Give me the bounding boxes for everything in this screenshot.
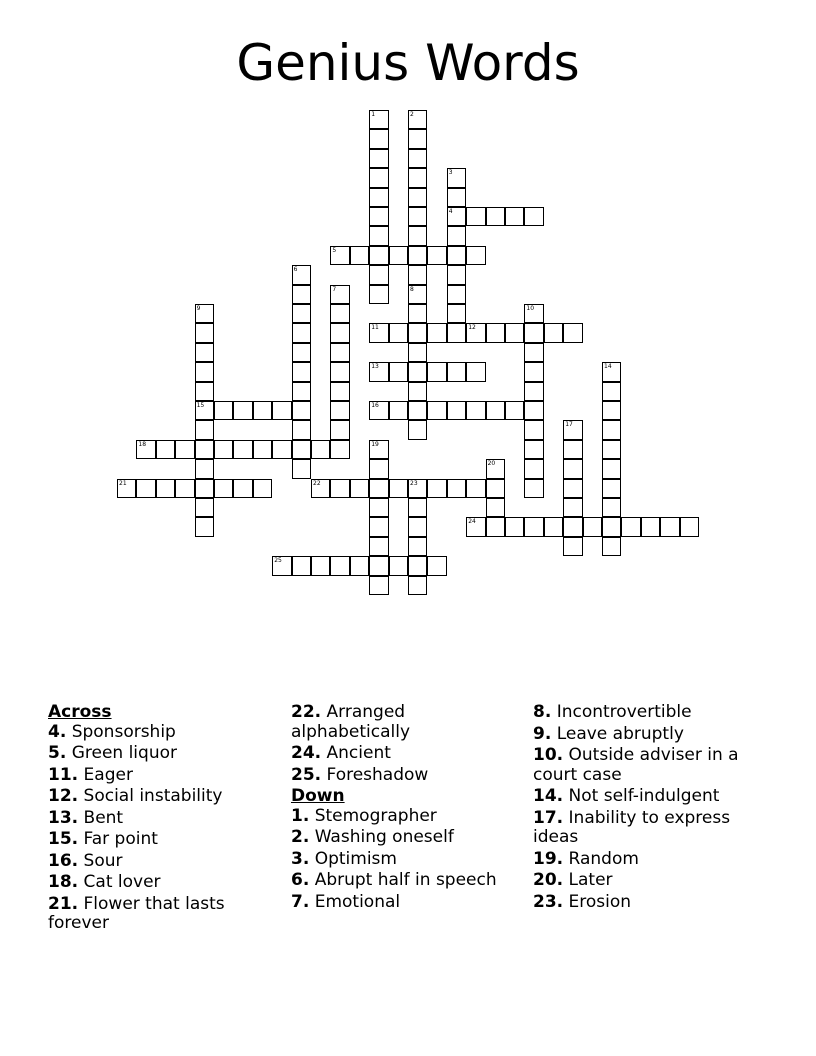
grid-cell[interactable] bbox=[330, 440, 349, 459]
clue-number: 8. bbox=[533, 702, 552, 722]
grid-cell[interactable] bbox=[369, 401, 388, 420]
clue-number: 22. bbox=[291, 702, 322, 722]
grid-cell[interactable] bbox=[350, 246, 369, 265]
clue-text: Random bbox=[563, 848, 639, 869]
grid-cell[interactable] bbox=[311, 556, 330, 575]
clue-text: Ancient bbox=[321, 743, 391, 763]
clue-number: 21. bbox=[48, 893, 79, 914]
clue-number: 12. bbox=[48, 786, 79, 806]
clue-text: Not self-indulgent bbox=[563, 786, 720, 806]
grid-cell[interactable] bbox=[292, 401, 311, 420]
grid-cell[interactable] bbox=[466, 246, 485, 265]
grid-cell[interactable] bbox=[136, 440, 155, 459]
grid-cell[interactable] bbox=[369, 576, 388, 595]
grid-cell[interactable] bbox=[524, 304, 543, 323]
grid-cell[interactable] bbox=[447, 304, 466, 323]
grid-cell[interactable] bbox=[641, 517, 660, 536]
clue-text: Social instability bbox=[78, 786, 223, 806]
grid-cell[interactable] bbox=[350, 556, 369, 575]
grid-cell[interactable] bbox=[369, 149, 388, 168]
clue-text: Cat lover bbox=[78, 872, 161, 892]
clue-item bbox=[533, 787, 768, 807]
grid-cell[interactable] bbox=[602, 382, 621, 401]
grid-cell[interactable] bbox=[156, 479, 175, 498]
clue-number: 3 bbox=[448, 169, 453, 177]
grid-cell[interactable] bbox=[195, 440, 214, 459]
clue-number: 4 bbox=[448, 208, 453, 215]
grid-cell[interactable] bbox=[427, 401, 446, 420]
clue-item bbox=[291, 828, 526, 848]
grid-cell[interactable] bbox=[408, 537, 427, 556]
grid-cell[interactable] bbox=[602, 537, 621, 556]
grid-cell[interactable] bbox=[292, 440, 311, 459]
clue-number: 2. bbox=[291, 827, 310, 847]
grid-cell[interactable] bbox=[408, 149, 427, 168]
clues-column-1 bbox=[48, 703, 283, 936]
grid-cell[interactable] bbox=[524, 517, 543, 536]
grid-cell[interactable] bbox=[602, 517, 621, 536]
grid-cell[interactable] bbox=[524, 323, 543, 342]
grid-cell[interactable] bbox=[563, 440, 582, 459]
clue-item bbox=[533, 725, 768, 745]
clue-number: 4. bbox=[48, 721, 67, 742]
grid-cell[interactable] bbox=[136, 479, 155, 498]
grid-cell[interactable] bbox=[369, 479, 388, 498]
clue-text: Erosion bbox=[563, 891, 632, 912]
grid-cell[interactable] bbox=[486, 323, 505, 342]
clue-number: 13 bbox=[371, 363, 379, 371]
clue-number: 25 bbox=[274, 557, 282, 565]
grid-cell[interactable] bbox=[369, 246, 388, 265]
grid-cell[interactable] bbox=[369, 459, 388, 478]
clue-number: 24 bbox=[468, 518, 476, 526]
grid-cell[interactable] bbox=[214, 479, 233, 498]
grid-cell[interactable] bbox=[447, 265, 466, 284]
grid-cell[interactable] bbox=[389, 323, 408, 342]
clue-list bbox=[533, 703, 768, 912]
grid-cell[interactable] bbox=[253, 440, 272, 459]
clue-number: 8 bbox=[410, 285, 414, 293]
grid-cell[interactable] bbox=[602, 362, 621, 381]
grid-cell[interactable] bbox=[233, 401, 252, 420]
clue-text: Sponsorship bbox=[66, 721, 176, 742]
grid-cell[interactable] bbox=[447, 226, 466, 245]
grid-cell[interactable] bbox=[660, 517, 679, 536]
grid-cell[interactable] bbox=[466, 479, 485, 498]
clue-number: 25. bbox=[291, 764, 322, 785]
grid-cell[interactable] bbox=[447, 323, 466, 342]
clue-item bbox=[48, 787, 283, 807]
clue-number: 22 bbox=[313, 479, 321, 487]
grid-cell[interactable] bbox=[292, 304, 311, 323]
clue-text: Sour bbox=[78, 850, 123, 871]
grid-cell[interactable] bbox=[195, 498, 214, 517]
clue-number: 18 bbox=[138, 440, 147, 448]
clue-item bbox=[291, 766, 526, 786]
clue-number: 20 bbox=[487, 460, 496, 468]
grid-cell[interactable] bbox=[524, 479, 543, 498]
grid-cell[interactable] bbox=[524, 420, 543, 439]
grid-cell[interactable] bbox=[330, 304, 349, 323]
grid-cell[interactable] bbox=[408, 188, 427, 207]
clue-item bbox=[533, 850, 768, 870]
clue-number: 16. bbox=[48, 850, 79, 871]
grid-cell[interactable] bbox=[195, 382, 214, 401]
grid-cell[interactable] bbox=[447, 207, 466, 226]
grid-cell[interactable] bbox=[350, 479, 369, 498]
grid-cell[interactable] bbox=[524, 401, 543, 420]
grid-cell[interactable] bbox=[233, 440, 252, 459]
grid-cell[interactable] bbox=[486, 401, 505, 420]
grid-cell[interactable] bbox=[408, 556, 427, 575]
grid-cell[interactable] bbox=[195, 479, 214, 498]
clue-text: Washing oneself bbox=[309, 827, 454, 847]
clue-item bbox=[48, 895, 283, 934]
grid-cell[interactable] bbox=[427, 246, 446, 265]
grid-cell[interactable] bbox=[466, 401, 485, 420]
grid-cell[interactable] bbox=[292, 362, 311, 381]
grid-cell[interactable] bbox=[408, 129, 427, 148]
grid-cell[interactable] bbox=[563, 459, 582, 478]
grid-cell[interactable] bbox=[389, 479, 408, 498]
grid-cell[interactable] bbox=[524, 207, 543, 226]
grid-cell[interactable] bbox=[389, 246, 408, 265]
clues-column-2 bbox=[291, 703, 526, 914]
page-title: Genius Words bbox=[236, 34, 580, 92]
clue-number: 5 bbox=[332, 246, 337, 254]
grid-cell[interactable] bbox=[292, 556, 311, 575]
clue-item bbox=[48, 830, 283, 850]
clue-number: 6. bbox=[291, 870, 310, 890]
grid-cell[interactable] bbox=[408, 362, 427, 381]
grid-cell[interactable] bbox=[369, 168, 388, 187]
clue-item bbox=[48, 852, 283, 872]
grid-cell[interactable] bbox=[505, 323, 524, 342]
clue-number: 12 bbox=[468, 324, 476, 332]
clue-item bbox=[291, 703, 526, 742]
grid-cell[interactable] bbox=[195, 420, 214, 439]
grid-cell[interactable] bbox=[389, 401, 408, 420]
grid-cell[interactable] bbox=[369, 188, 388, 207]
clue-number: 20. bbox=[533, 870, 564, 890]
grid-cell[interactable] bbox=[369, 265, 388, 284]
clue-text: Stemographer bbox=[309, 805, 437, 826]
grid-cell[interactable] bbox=[369, 207, 388, 226]
clue-item bbox=[291, 871, 526, 891]
clue-number: 14. bbox=[533, 786, 564, 806]
grid-cell[interactable] bbox=[524, 343, 543, 362]
clue-text: Arranged alphabetically bbox=[291, 702, 411, 742]
grid-cell[interactable] bbox=[563, 537, 582, 556]
clue-list bbox=[48, 723, 283, 934]
grid-cell[interactable] bbox=[447, 246, 466, 265]
grid-cell[interactable] bbox=[272, 556, 291, 575]
grid-cell[interactable] bbox=[447, 285, 466, 304]
grid-cell[interactable] bbox=[427, 362, 446, 381]
grid-cell[interactable] bbox=[292, 323, 311, 342]
grid-cell[interactable] bbox=[195, 401, 214, 420]
grid-cell[interactable] bbox=[311, 479, 330, 498]
grid-cell[interactable] bbox=[466, 362, 485, 381]
grid-cell[interactable] bbox=[621, 517, 640, 536]
grid-cell[interactable] bbox=[408, 110, 427, 129]
grid-cell[interactable] bbox=[602, 459, 621, 478]
grid-cell[interactable] bbox=[602, 440, 621, 459]
grid-cell[interactable] bbox=[427, 479, 446, 498]
grid-cell[interactable] bbox=[447, 362, 466, 381]
grid-cell[interactable] bbox=[583, 517, 602, 536]
grid-cell[interactable] bbox=[408, 517, 427, 536]
clue-item bbox=[48, 744, 283, 764]
grid-cell[interactable] bbox=[292, 265, 311, 284]
grid-cell[interactable] bbox=[505, 401, 524, 420]
grid-cell[interactable] bbox=[292, 285, 311, 304]
grid-cell[interactable] bbox=[330, 246, 349, 265]
clue-number: 19. bbox=[533, 848, 564, 869]
grid-cell[interactable] bbox=[330, 479, 349, 498]
grid-cell[interactable] bbox=[369, 110, 388, 129]
grid-cell[interactable] bbox=[195, 343, 214, 362]
clue-text: Green liquor bbox=[66, 743, 177, 763]
grid-cell[interactable] bbox=[408, 576, 427, 595]
clue-number: 7. bbox=[291, 891, 310, 912]
grid-cell[interactable] bbox=[427, 556, 446, 575]
grid-cell[interactable] bbox=[156, 440, 175, 459]
grid-cell[interactable] bbox=[602, 498, 621, 517]
clue-number: 11. bbox=[48, 764, 79, 785]
grid-cell[interactable] bbox=[466, 517, 485, 536]
clue-text: Leave abruptly bbox=[551, 723, 684, 744]
clue-number: 3. bbox=[291, 848, 310, 869]
clue-text: Outside adviser in a court case bbox=[533, 745, 739, 785]
clue-text: Abrupt half in speech bbox=[309, 870, 497, 890]
clue-number: 7 bbox=[332, 285, 337, 293]
clue-number: 2 bbox=[410, 111, 414, 118]
clue-text: Emotional bbox=[309, 891, 401, 912]
grid-cell[interactable] bbox=[408, 401, 427, 420]
clue-number: 17 bbox=[565, 421, 573, 429]
grid-cell[interactable] bbox=[524, 440, 543, 459]
grid-cell[interactable] bbox=[408, 420, 427, 439]
clue-item bbox=[48, 766, 283, 786]
grid-cell[interactable] bbox=[369, 556, 388, 575]
grid-cell[interactable] bbox=[389, 362, 408, 381]
grid-cell[interactable] bbox=[447, 479, 466, 498]
grid-cell[interactable] bbox=[369, 323, 388, 342]
grid-cell[interactable] bbox=[408, 285, 427, 304]
grid-cell[interactable] bbox=[117, 479, 136, 498]
grid-cell[interactable] bbox=[369, 362, 388, 381]
grid-cell[interactable] bbox=[272, 440, 291, 459]
grid-cell[interactable] bbox=[253, 479, 272, 498]
grid-cell[interactable] bbox=[330, 420, 349, 439]
grid-cell[interactable] bbox=[214, 440, 233, 459]
clue-text: Foreshadow bbox=[321, 764, 429, 785]
grid-cell[interactable] bbox=[330, 343, 349, 362]
clue-number: 16 bbox=[371, 402, 379, 409]
grid-cell[interactable] bbox=[369, 517, 388, 536]
clue-list bbox=[291, 703, 526, 785]
grid-cell[interactable] bbox=[330, 285, 349, 304]
grid-cell[interactable] bbox=[602, 401, 621, 420]
clue-number: 23 bbox=[410, 479, 418, 487]
grid-cell[interactable] bbox=[563, 517, 582, 536]
grid-cell[interactable] bbox=[408, 304, 427, 323]
clue-number: 5. bbox=[48, 743, 67, 763]
clue-text: Bent bbox=[78, 807, 124, 828]
grid-cell[interactable] bbox=[292, 343, 311, 362]
grid-cell[interactable] bbox=[330, 382, 349, 401]
clue-number: 10 bbox=[526, 305, 535, 312]
grid-cell[interactable] bbox=[408, 343, 427, 362]
grid-cell[interactable] bbox=[544, 517, 563, 536]
grid-cell[interactable] bbox=[272, 401, 291, 420]
clue-number: 1. bbox=[291, 805, 310, 826]
grid-cell[interactable] bbox=[408, 168, 427, 187]
grid-cell[interactable] bbox=[408, 246, 427, 265]
grid-cell[interactable] bbox=[602, 420, 621, 439]
clue-number: 19 bbox=[371, 440, 379, 448]
grid-cell[interactable] bbox=[369, 498, 388, 517]
grid-cell[interactable] bbox=[369, 226, 388, 245]
grid-cell[interactable] bbox=[505, 207, 524, 226]
grid-cell[interactable] bbox=[233, 479, 252, 498]
clue-number: 6 bbox=[293, 266, 298, 274]
grid-cell[interactable] bbox=[330, 401, 349, 420]
grid-cell[interactable] bbox=[369, 440, 388, 459]
clue-number: 13. bbox=[48, 807, 79, 828]
clue-text: Inability to express ideas bbox=[533, 807, 731, 847]
grid-cell[interactable] bbox=[253, 401, 272, 420]
grid-cell[interactable] bbox=[544, 323, 563, 342]
grid-cell[interactable] bbox=[408, 479, 427, 498]
grid-cell[interactable] bbox=[389, 556, 408, 575]
clue-item bbox=[533, 871, 768, 891]
grid-cell[interactable] bbox=[447, 188, 466, 207]
grid-cell[interactable] bbox=[602, 479, 621, 498]
grid-cell[interactable] bbox=[486, 498, 505, 517]
clue-number: 9 bbox=[196, 305, 201, 312]
clue-number: 24. bbox=[291, 743, 322, 763]
grid-cell[interactable] bbox=[369, 129, 388, 148]
clue-item bbox=[291, 744, 526, 764]
grid-cell[interactable] bbox=[505, 517, 524, 536]
grid-cell[interactable] bbox=[369, 285, 388, 304]
grid-cell[interactable] bbox=[563, 498, 582, 517]
across-heading: Across bbox=[48, 702, 112, 722]
grid-cell[interactable] bbox=[408, 382, 427, 401]
grid-cell[interactable] bbox=[369, 537, 388, 556]
clue-number: 9. bbox=[533, 723, 552, 744]
grid-cell[interactable] bbox=[408, 265, 427, 284]
grid-cell[interactable] bbox=[680, 517, 699, 536]
clue-item bbox=[291, 893, 526, 913]
grid-cell[interactable] bbox=[447, 168, 466, 187]
grid-cell[interactable] bbox=[195, 323, 214, 342]
grid-cell[interactable] bbox=[330, 362, 349, 381]
clue-number: 1 bbox=[371, 111, 376, 118]
clue-item bbox=[48, 723, 283, 743]
clues-column-3 bbox=[533, 703, 768, 914]
grid-cell[interactable] bbox=[563, 479, 582, 498]
grid-cell[interactable] bbox=[486, 517, 505, 536]
grid-cell[interactable] bbox=[563, 420, 582, 439]
clue-number: 18. bbox=[48, 872, 79, 892]
grid-cell[interactable] bbox=[408, 498, 427, 517]
grid-cell[interactable] bbox=[486, 459, 505, 478]
clue-number: 10. bbox=[533, 745, 564, 765]
grid-cell[interactable] bbox=[292, 420, 311, 439]
grid-cell[interactable] bbox=[311, 440, 330, 459]
clue-item bbox=[533, 703, 768, 723]
grid-cell[interactable] bbox=[330, 323, 349, 342]
grid-cell[interactable] bbox=[524, 362, 543, 381]
grid-cell[interactable] bbox=[408, 226, 427, 245]
grid-cell[interactable] bbox=[292, 382, 311, 401]
clue-text: Far point bbox=[78, 829, 158, 849]
down-heading: Down bbox=[291, 786, 345, 806]
clue-text: Incontrovertible bbox=[551, 702, 692, 722]
clue-number: 14 bbox=[604, 363, 612, 371]
grid-cell[interactable] bbox=[292, 459, 311, 478]
grid-cell[interactable] bbox=[195, 362, 214, 381]
grid-cell[interactable] bbox=[524, 459, 543, 478]
clue-text: Later bbox=[563, 870, 613, 890]
grid-cell[interactable] bbox=[175, 479, 194, 498]
clue-item bbox=[291, 807, 526, 827]
grid-cell[interactable] bbox=[563, 323, 582, 342]
grid-cell[interactable] bbox=[447, 401, 466, 420]
clue-number: 11 bbox=[371, 324, 379, 332]
clue-list bbox=[291, 807, 526, 913]
grid-cell[interactable] bbox=[408, 207, 427, 226]
clue-number: 15 bbox=[196, 402, 205, 409]
grid-cell[interactable] bbox=[486, 479, 505, 498]
grid-cell[interactable] bbox=[330, 556, 349, 575]
grid-cell[interactable] bbox=[466, 323, 485, 342]
clue-number: 23. bbox=[533, 891, 564, 912]
grid-cell[interactable] bbox=[524, 382, 543, 401]
grid-cell[interactable] bbox=[408, 323, 427, 342]
clue-item bbox=[291, 850, 526, 870]
grid-cell[interactable] bbox=[175, 440, 194, 459]
grid-cell[interactable] bbox=[466, 207, 485, 226]
clue-number: 15. bbox=[48, 829, 79, 849]
clue-text: Eager bbox=[78, 764, 133, 785]
grid-cell[interactable] bbox=[195, 517, 214, 536]
grid-cell[interactable] bbox=[195, 304, 214, 323]
clue-item bbox=[533, 809, 768, 848]
clue-text: Optimism bbox=[309, 848, 397, 869]
clue-item bbox=[48, 809, 283, 829]
clue-item bbox=[533, 893, 768, 913]
grid-cell[interactable] bbox=[486, 207, 505, 226]
clue-number: 21 bbox=[119, 479, 127, 487]
grid-cell[interactable] bbox=[195, 459, 214, 478]
clue-item bbox=[533, 746, 768, 785]
clue-text: Flower that lasts forever bbox=[48, 893, 225, 933]
grid-cell[interactable] bbox=[427, 323, 446, 342]
grid-cell[interactable] bbox=[214, 401, 233, 420]
clue-number: 17. bbox=[533, 807, 564, 828]
clue-item bbox=[48, 873, 283, 893]
